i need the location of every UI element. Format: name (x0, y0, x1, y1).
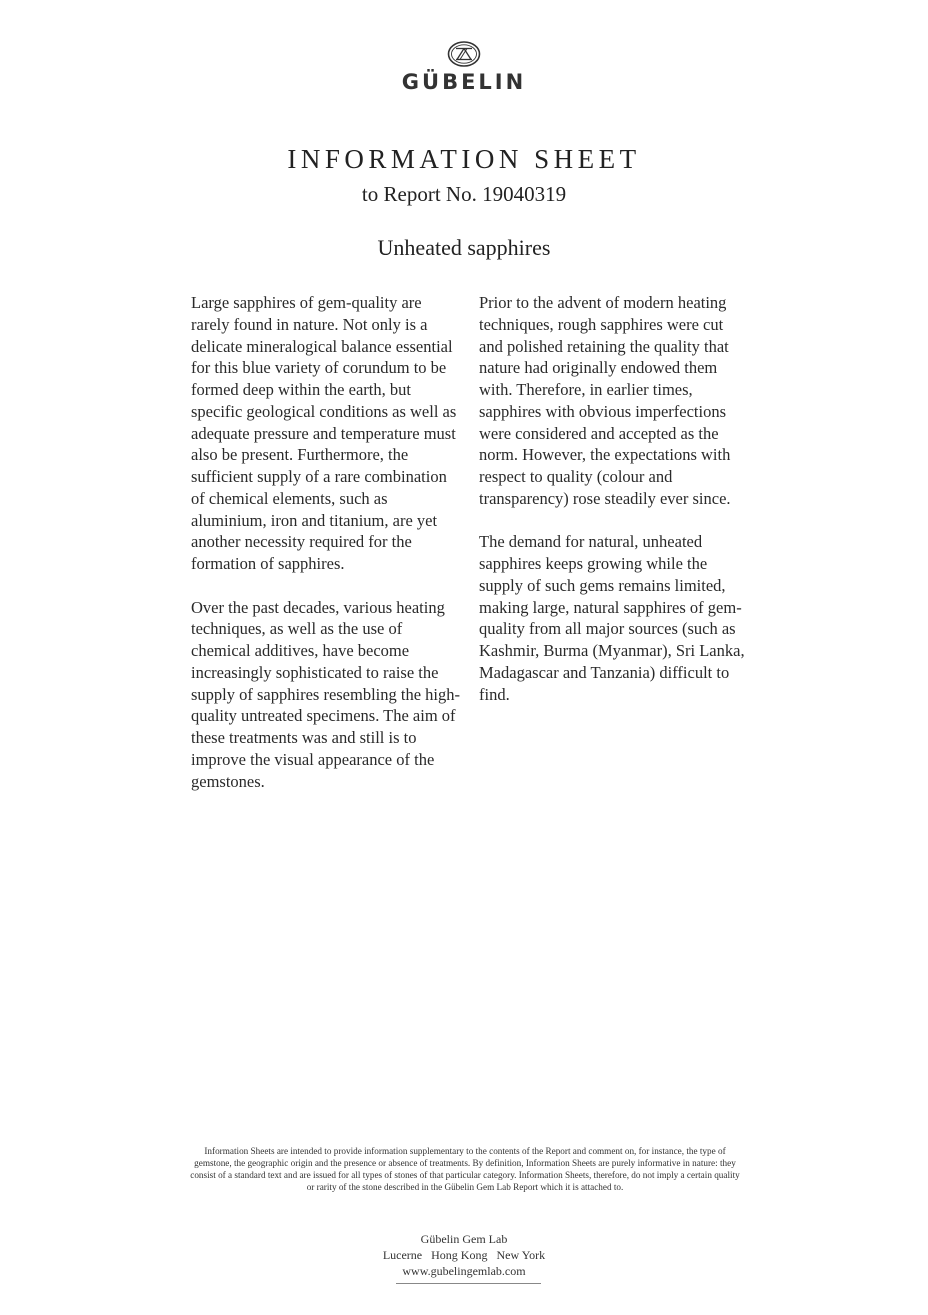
brand-wordmark: GÜBELIN (401, 70, 527, 94)
paragraph: Prior to the advent of modern heating techniques, rough sapphires were cut and polished retaining the quality that nature had originally endowed them with. Therefore, in earlier times, sapphires with obvious imperfections were considered and accepted as the norm. However, the expectations with respect to quality (colour and transparency) rose steadily ever since. (479, 293, 731, 508)
city-lucerne: Lucerne (382, 1248, 423, 1262)
footer-divider (396, 1283, 541, 1284)
city-hong-kong: Hong Kong (431, 1248, 488, 1262)
section-heading: Unheated sapphires (377, 235, 551, 260)
right-column (479, 292, 751, 727)
city-new-york: New York (496, 1248, 546, 1262)
disclaimer-text: Information Sheets are intended to provide information supplementary to the contents of the Report and comment on, for instance, the type of gemstone, the geographic origin and the presence or absence of treatments. By definition, Information Sheets are purely informative in nature: they consist of a standard text and are issued for all types of stones of that particular category. Information Sheets, therefore, do not imply a certain quality or rarity of the stone described in the Gübelin Gem Lab Report which it is attached to. (190, 1146, 740, 1192)
city-list (0, 1247, 928, 1263)
left-column (191, 292, 461, 814)
website-link[interactable]: www.gubelingemlab.com (402, 1264, 526, 1278)
gubelin-logo (0, 40, 928, 94)
gubelin-emblem-icon (447, 40, 481, 68)
footer (0, 1231, 928, 1279)
paragraph: Over the past decades, various heating techniques, as well as the use of chemical additives, have become increasingly sophisticated to raise the supply of sapphires resembling the high-quality untreated specimens. The aim of these treatments was and still is to improve the visual appearance of the gemstones. (191, 597, 460, 791)
report-number: to Report No. 19040319 (361, 182, 567, 206)
paragraph: The demand for natural, unheated sapphires keeps growing while the supply of such gems remains limited, making large, natural sapphires of gem-quality from all major sources (such as Kashmir, Burma (Myanmar), Sri Lanka, Madagascar and Tanzania) difficult to find. (479, 532, 745, 704)
page-title: INFORMATION SHEET (287, 144, 641, 174)
lab-name: Gübelin Gem Lab (420, 1232, 508, 1246)
paragraph: Large sapphires of gem-quality are rarely found in nature. Not only is a delicate mineralogical balance essential for this blue variety of corundum to be formed deep within the earth, but specific geological conditions as well as adequate pressure and temperature must also be present. Furthermore, the sufficient supply of a rare combination of chemical elements, such as aluminium, iron and titanium, are yet another necessity required for the formation of sapphires. (191, 293, 457, 573)
